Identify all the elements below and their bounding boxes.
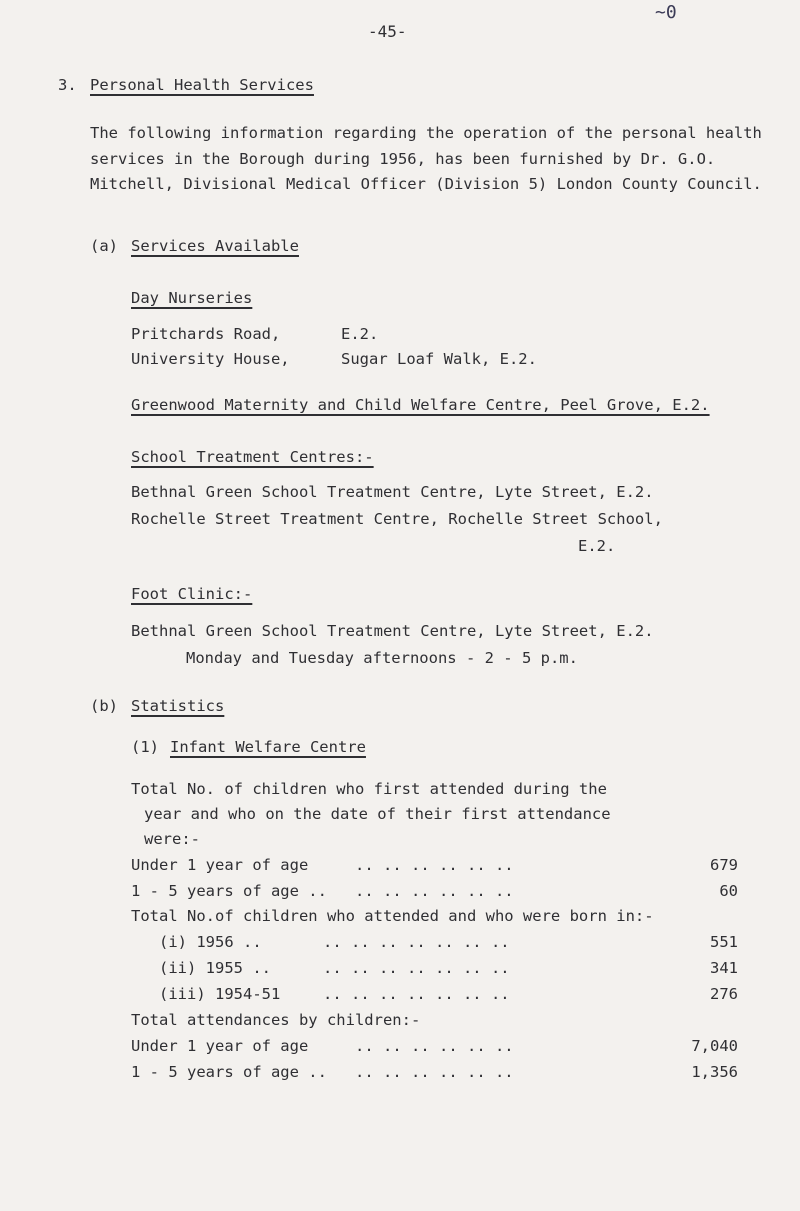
page-number: -45- [368, 22, 407, 41]
stat-row-leader: .. .. .. .. .. .. [355, 1037, 514, 1055]
stat-row-value: 341 [710, 959, 738, 977]
first-attended-text: Total No. of children who first attended during the [131, 780, 607, 798]
corner-mark: ~0 [655, 2, 677, 23]
first-attended-text: year and who on the date of their first attendance [144, 805, 611, 823]
stat-row-value: 1,356 [691, 1063, 738, 1081]
foot-clinic-line: Monday and Tuesday afternoons - 2 - 5 p.m. [186, 649, 578, 667]
statistics-sub-title: Infant Welfare Centre [170, 738, 366, 756]
first-attended-text: were:- [144, 830, 200, 848]
stat-row-label: (iii) 1954-51 [159, 985, 281, 1003]
stat-row-value: 60 [719, 882, 738, 900]
statistics-title: Statistics [131, 697, 225, 715]
stat-row-leader: .. .. .. .. .. .. .. [323, 959, 510, 977]
stat-row-label: Total attendances by children:- [131, 1011, 421, 1029]
stat-row-label: 1 - 5 years of age .. [131, 882, 327, 900]
statistics-label: (b) [90, 697, 118, 715]
maternity-centre-heading: Greenwood Maternity and Child Welfare Centre, Peel Grove, E.2. [131, 396, 710, 414]
nursery-address: Sugar Loaf Walk, E.2. [341, 350, 537, 368]
intro-paragraph: The following information regarding the operation of the personal health services in the Borough during 1956, has been furnished by Dr. G.O. Mitchell, Divisional Medical Officer (Division 5) London County Council. [90, 124, 762, 193]
nursery-address: E.2. [341, 325, 379, 343]
school-treatment-heading: School Treatment Centres:- [131, 448, 374, 466]
section-number: 3. [58, 76, 77, 94]
stat-row-value: 7,040 [691, 1037, 738, 1055]
services-label: (a) [90, 237, 118, 255]
services-title: Services Available [131, 237, 299, 255]
stat-row-value: 551 [710, 933, 738, 951]
stat-row-label: Under 1 year of age [131, 1037, 309, 1055]
foot-clinic-line: Bethnal Green School Treatment Centre, Lyte Street, E.2. [131, 622, 654, 640]
stat-row-leader: .. .. .. .. .. .. .. [323, 985, 510, 1003]
stat-row-leader: .. .. .. .. .. .. [355, 1063, 514, 1081]
stat-row-label: Total No.of children who attended and who were born in:- [131, 907, 654, 925]
statistics-sub-label: (1) [131, 738, 159, 756]
day-nurseries-heading: Day Nurseries [131, 289, 253, 307]
stat-row-leader: .. .. .. .. .. .. [355, 856, 514, 874]
stat-row-label: (i) 1956 .. [159, 933, 262, 951]
school-treatment-line: Rochelle Street Treatment Centre, Rochelle Street School, [131, 510, 663, 528]
stat-row-value: 679 [710, 856, 738, 874]
stat-row-leader: .. .. .. .. .. .. .. [323, 933, 510, 951]
stat-row-value: 276 [710, 985, 738, 1003]
stat-row-leader: .. .. .. .. .. .. [355, 882, 514, 900]
school-treatment-line: Bethnal Green School Treatment Centre, Lyte Street, E.2. [131, 483, 654, 501]
stat-row-label: 1 - 5 years of age .. [131, 1063, 327, 1081]
nursery-name: University House, [131, 350, 290, 368]
school-treatment-line: E.2. [578, 537, 616, 555]
stat-row-label: (ii) 1955 .. [159, 959, 271, 977]
nursery-name: Pritchards Road, [131, 325, 281, 343]
section-title: Personal Health Services [90, 76, 314, 94]
foot-clinic-heading: Foot Clinic:- [131, 585, 253, 603]
stat-row-label: Under 1 year of age [131, 856, 309, 874]
